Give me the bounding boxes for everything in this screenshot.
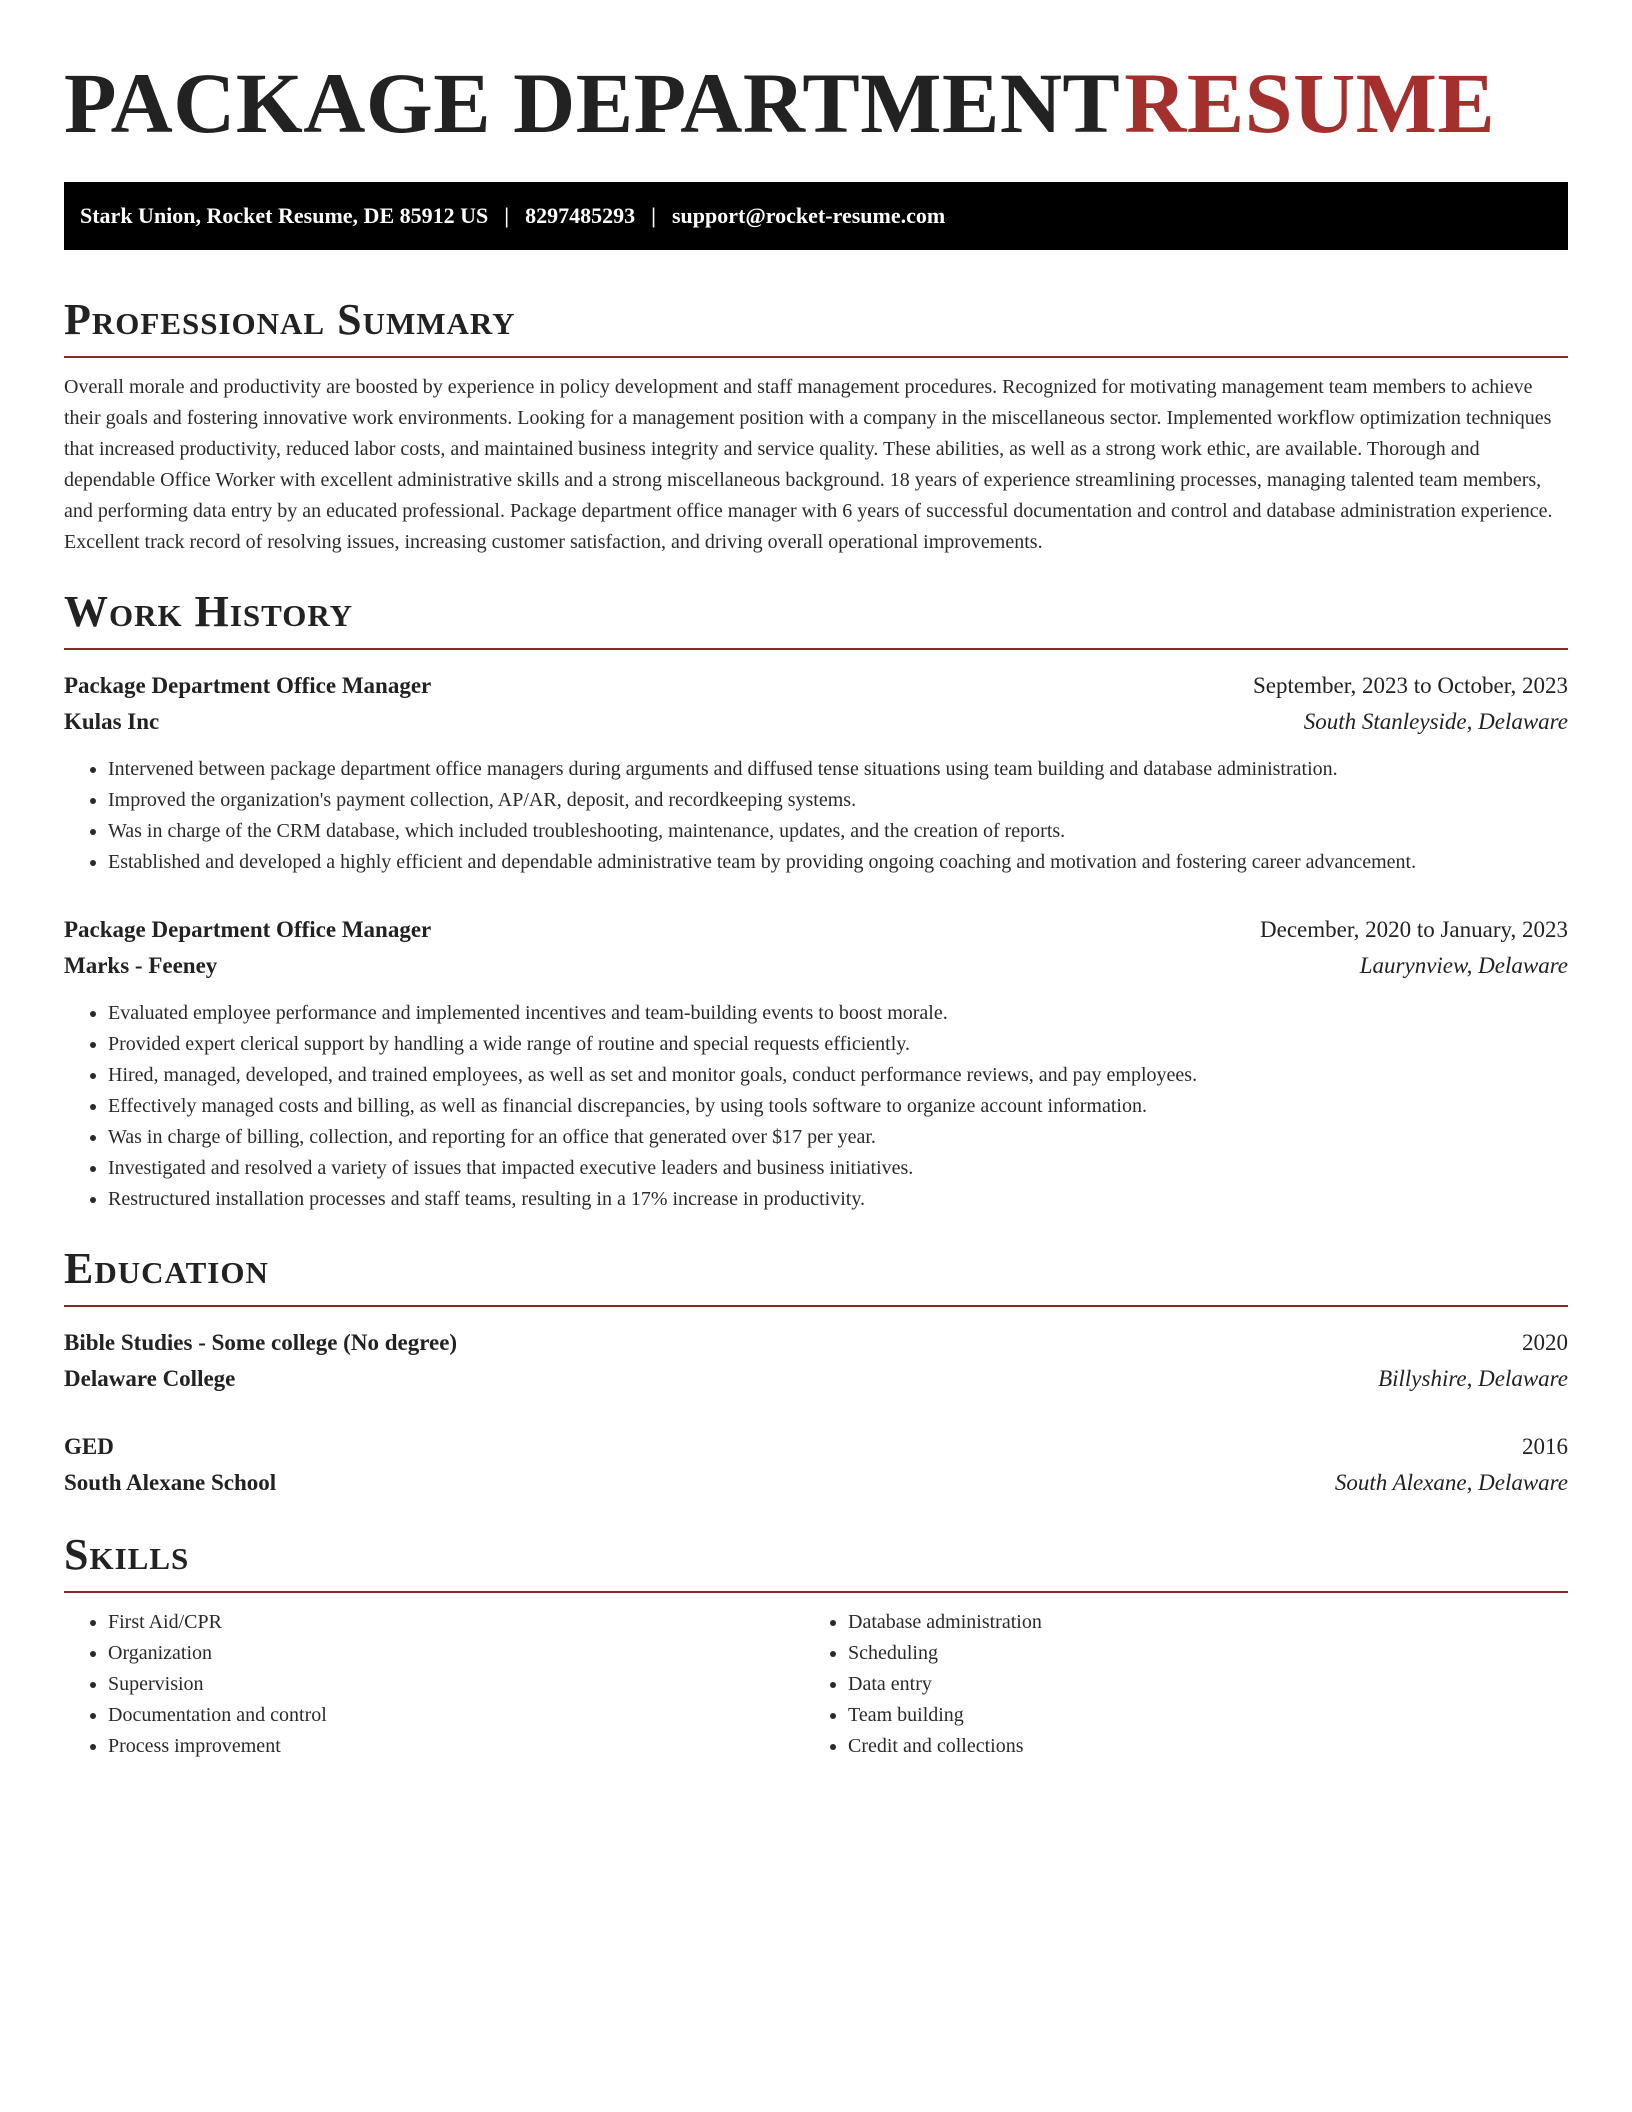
education-year: 2016 [1522,1434,1568,1459]
summary-text: Overall morale and productivity are boosted by experience in policy development and staff management procedures. Recognized for motivating management team members to achieve their goals and fostering innovative work environments. Looking for a management position with a company in the miscellaneous sector. Implemented workflow optimization techniques that increased productivity, reduced labor costs, and maintained business integrity and service quality. These abilities, as well as a strong work ethic, are available. Thorough and dependable Office Worker with excellent administrative skills and a strong miscellaneous background. 18 years of experience streamlining processes, managing talented team members, and performing data entry by an educated professional. Package department office manager with 6 years of successful documentation and control and database administration experience. Excellent track record of resolving issues, increasing customer satisfaction, and driving overall operational improvements. [64,376,1553,553]
job-bullet: • Evaluated employee performance and implemented incentives and team-building events to boost morale. [108,998,1568,1029]
resume-page [64,0,1568,1762]
job-company: Kulas Inc [64,709,160,734]
work-history-section [64,588,1568,1215]
section-divider [64,356,1568,358]
skill-item: • Organization [108,1638,804,1669]
job-bullet: • Established and developed a highly efficient and dependable administrative team by providing ongoing coaching and motivation and fostering career advancement. [108,847,1568,878]
skills-column-right [804,1607,1544,1762]
contact-phone: 8297485293 [525,203,636,228]
education-location: Billyshire, Delaware [1378,1366,1568,1391]
skill-item: • Data entry [848,1669,1544,1700]
contact-separator: | [651,203,656,228]
skill-item: • Scheduling [848,1638,1544,1669]
summary-section [64,296,1568,558]
section-divider [64,648,1568,650]
title-accent: RESUME [1124,55,1496,151]
job-bullets [64,754,1568,878]
skill-item: • Documentation and control [108,1700,804,1731]
skill-item: • Database administration [848,1607,1544,1638]
job-bullet: • Restructured installation processes and staff teams, resulting in a 17% increase in productivity. [108,1184,1568,1215]
job-bullet: • Investigated and resolved a variety of issues that impacted executive leaders and business initiatives. [108,1153,1568,1184]
job-company: Marks - Feeney [64,953,218,978]
job-location: Laurynview, Delaware [1359,953,1568,978]
skills-column-left [64,1607,804,1762]
job-bullet: • Effectively managed costs and billing, as well as financial discrepancies, by using tools software to organize account information. [108,1091,1568,1122]
job-bullet: • Was in charge of billing, collection, and reporting for an office that generated over $17 per year. [108,1122,1568,1153]
job-role: Package Department Office Manager [64,673,432,698]
job-entry [64,668,1568,878]
job-dates: December, 2020 to January, 2023 [1260,917,1568,942]
education-entry [64,1325,1568,1397]
section-divider [64,1591,1568,1593]
section-title-education: Education [64,1244,269,1293]
section-title-summary: Professional Summary [64,295,516,344]
skills-section [64,1531,1568,1762]
contact-address: Stark Union, Rocket Resume, DE 85912 US [80,203,489,228]
job-bullets [64,998,1568,1215]
contact-separator: | [504,203,510,228]
skill-item: • Supervision [108,1669,804,1700]
education-section [64,1245,1568,1501]
job-role: Package Department Office Manager [64,917,432,942]
education-school: South Alexane School [64,1470,277,1495]
contact-bar [64,182,1568,250]
contact-email: support@rocket-resume.com [671,203,946,228]
skills-grid [64,1607,1568,1762]
section-title-skills: Skills [64,1530,190,1579]
section-title-work-history: Work History [64,587,354,636]
resume-title [64,56,1568,150]
skill-item: • Team building [848,1700,1544,1731]
education-degree: Bible Studies - Some college (No degree) [64,1330,458,1355]
job-dates: September, 2023 to October, 2023 [1253,673,1568,698]
education-entry [64,1429,1568,1501]
education-location: South Alexane, Delaware [1334,1470,1568,1495]
skill-item: • Credit and collections [848,1731,1544,1762]
education-year: 2020 [1522,1330,1568,1355]
job-entry [64,912,1568,1215]
job-bullet: • Was in charge of the CRM database, which included troubleshooting, maintenance, updates, and the creation of reports. [108,816,1568,847]
job-bullet: • Improved the organization's payment collection, AP/AR, deposit, and recordkeeping systems. [108,785,1568,816]
job-location: South Stanleyside, Delaware [1303,709,1568,734]
skill-item: • Process improvement [108,1731,804,1762]
education-school: Delaware College [64,1366,236,1391]
job-bullet: • Provided expert clerical support by handling a wide range of routine and special requests efficiently. [108,1029,1568,1060]
job-bullet: • Intervened between package department office managers during arguments and diffused tense situations using team building and database administration. [108,754,1568,785]
job-bullet: • Hired, managed, developed, and trained employees, as well as set and monitor goals, conduct performance reviews, and pay employees. [108,1060,1568,1091]
education-degree: GED [64,1434,114,1459]
section-divider [64,1305,1568,1307]
skill-item: • First Aid/CPR [108,1607,804,1638]
title-main: PACKAGE DEPARTMENT [64,55,1121,151]
